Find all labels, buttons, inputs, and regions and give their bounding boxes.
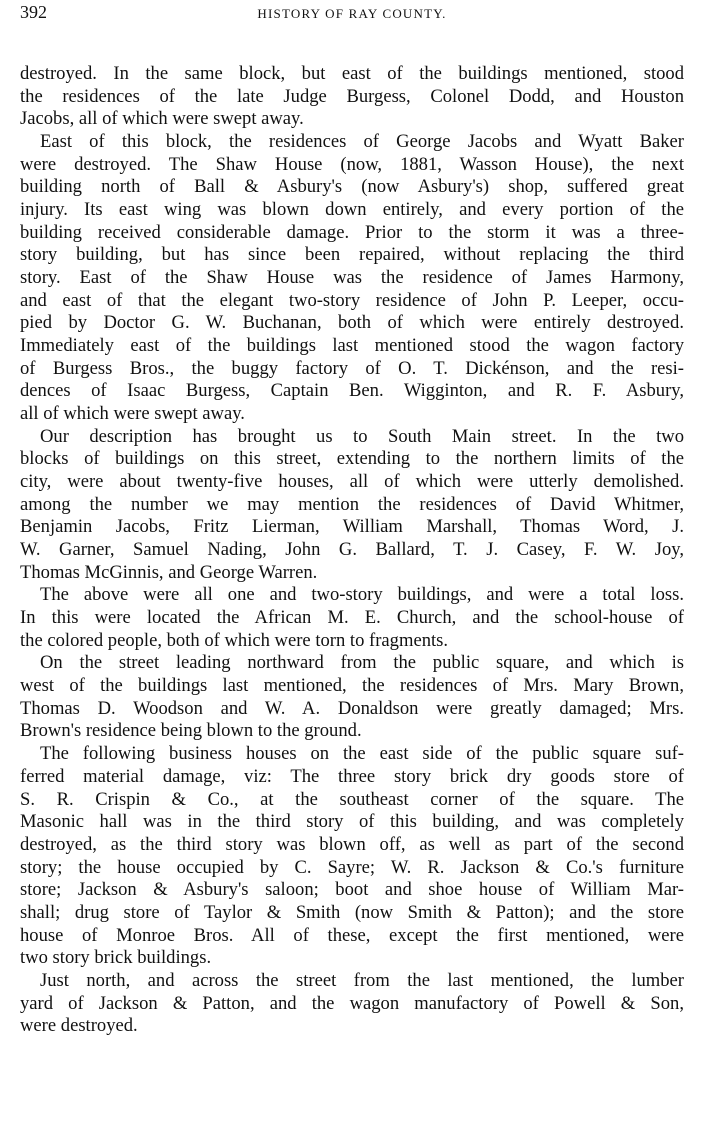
- text-line: all of which were swept away.: [20, 403, 245, 425]
- text-line: story. East of the Shaw House was the residence of James Harmony,: [20, 267, 684, 289]
- text-line: destroyed. In the same block, but east of the buildings mentioned, stood: [20, 63, 684, 84]
- text-line: the colored people, both of which were torn to fragments.: [20, 629, 449, 651]
- paragraph: [20, 131, 684, 426]
- text-line: building received considerable damage. Prior to the storm it was a three-: [20, 221, 684, 243]
- page-number: 392: [20, 2, 47, 22]
- text-line: building north of Ball & Asbury's (now Asbury's) shop, suffered great: [20, 176, 684, 198]
- paragraph: [20, 970, 684, 1038]
- text-line: city, were about twenty-five houses, all of which were utterly demolished.: [20, 471, 684, 493]
- text-line: destroyed, as the third story was blown off, as well as part of the second: [20, 833, 684, 855]
- paragraph: [20, 63, 684, 131]
- text-line: story building, but has since been repaired, without replacing the third: [20, 244, 684, 266]
- text-line: Brown's residence being blown to the ground.: [20, 720, 362, 742]
- text-line: store; Jackson & Asbury's saloon; boot and shoe house of William Mar-: [20, 879, 684, 901]
- text-line: Immediately east of the buildings last mentioned stood the wagon factory: [20, 335, 684, 357]
- text-line: of Burgess Bros., the buggy factory of O. T. Dickénson, and the resi-: [20, 357, 684, 379]
- text-line: house of Monroe Bros. All of these, except the first mentioned, were: [20, 924, 684, 946]
- text-line: In this were located the African M. E. Church, and the school-house of: [20, 607, 684, 629]
- text-line: dences of Isaac Burgess, Captain Ben. Wigginton, and R. F. Asbury,: [20, 380, 684, 402]
- text-line: Just north, and across the street from the last mentioned, the lumber: [40, 969, 684, 991]
- text-line: The following business houses on the east side of the public square suf-: [40, 743, 684, 765]
- paragraph: [20, 426, 684, 585]
- text-line: W. Garner, Samuel Nading, John G. Ballard, T. J. Casey, F. W. Joy,: [20, 539, 684, 561]
- text-line: blocks of buildings on this street, extending to the northern limits of the: [20, 448, 684, 470]
- text-line: On the street leading northward from the public square, and which is: [40, 652, 684, 674]
- text-line: East of this block, the residences of George Jacobs and Wyatt Baker: [40, 131, 684, 153]
- text-line: Our description has brought us to South Main street. In the two: [40, 425, 684, 447]
- text-line: The above were all one and two-story buildings, and were a total loss.: [40, 584, 684, 606]
- text-line: two story brick buildings.: [20, 947, 212, 969]
- paragraph: [20, 652, 684, 743]
- page-body: [20, 63, 684, 1038]
- text-line: Benjamin Jacobs, Fritz Lierman, William Marshall, Thomas Word, J.: [20, 516, 684, 538]
- text-line: Thomas D. Woodson and W. A. Donaldson were greatly damaged; Mrs.: [20, 697, 684, 719]
- text-line: and east of that the elegant two-story residence of John P. Leeper, occu-: [20, 289, 684, 311]
- text-line: yard of Jackson & Patton, and the wagon manufactory of Powell & Son,: [20, 992, 684, 1014]
- text-line: Thomas McGinnis, and George Warren.: [20, 561, 318, 583]
- paragraph: [20, 584, 684, 652]
- text-line: S. R. Crispin & Co., at the southeast corner of the square. The: [20, 788, 684, 810]
- text-line: Masonic hall was in the third story of this building, and was completely: [20, 811, 684, 833]
- text-line: pied by Doctor G. W. Buchanan, both of which were entirely destroyed.: [20, 312, 684, 334]
- text-line: west of the buildings last mentioned, the residences of Mrs. Mary Brown,: [20, 675, 684, 697]
- running-title: HISTORY OF RAY COUNTY.: [257, 6, 447, 21]
- text-line: were destroyed. The Shaw House (now, 1881, Wasson House), the next: [20, 153, 684, 175]
- page-header: [20, 2, 684, 24]
- paragraph: [20, 743, 684, 970]
- text-line: among the number we may mention the residences of David Whitmer,: [20, 493, 684, 515]
- text-line: shall; drug store of Taylor & Smith (now Smith & Patton); and the store: [20, 901, 684, 923]
- text-line: were destroyed.: [20, 1015, 138, 1037]
- text-line: Jacobs, all of which were swept away.: [20, 108, 304, 130]
- text-line: the residences of the late Judge Burgess, Colonel Dodd, and Houston: [20, 85, 684, 107]
- text-line: ferred material damage, viz: The three story brick dry goods store of: [20, 765, 684, 787]
- text-line: injury. Its east wing was blown down entirely, and every portion of the: [20, 199, 684, 221]
- text-line: story; the house occupied by C. Sayre; W. R. Jackson & Co.'s furniture: [20, 856, 684, 878]
